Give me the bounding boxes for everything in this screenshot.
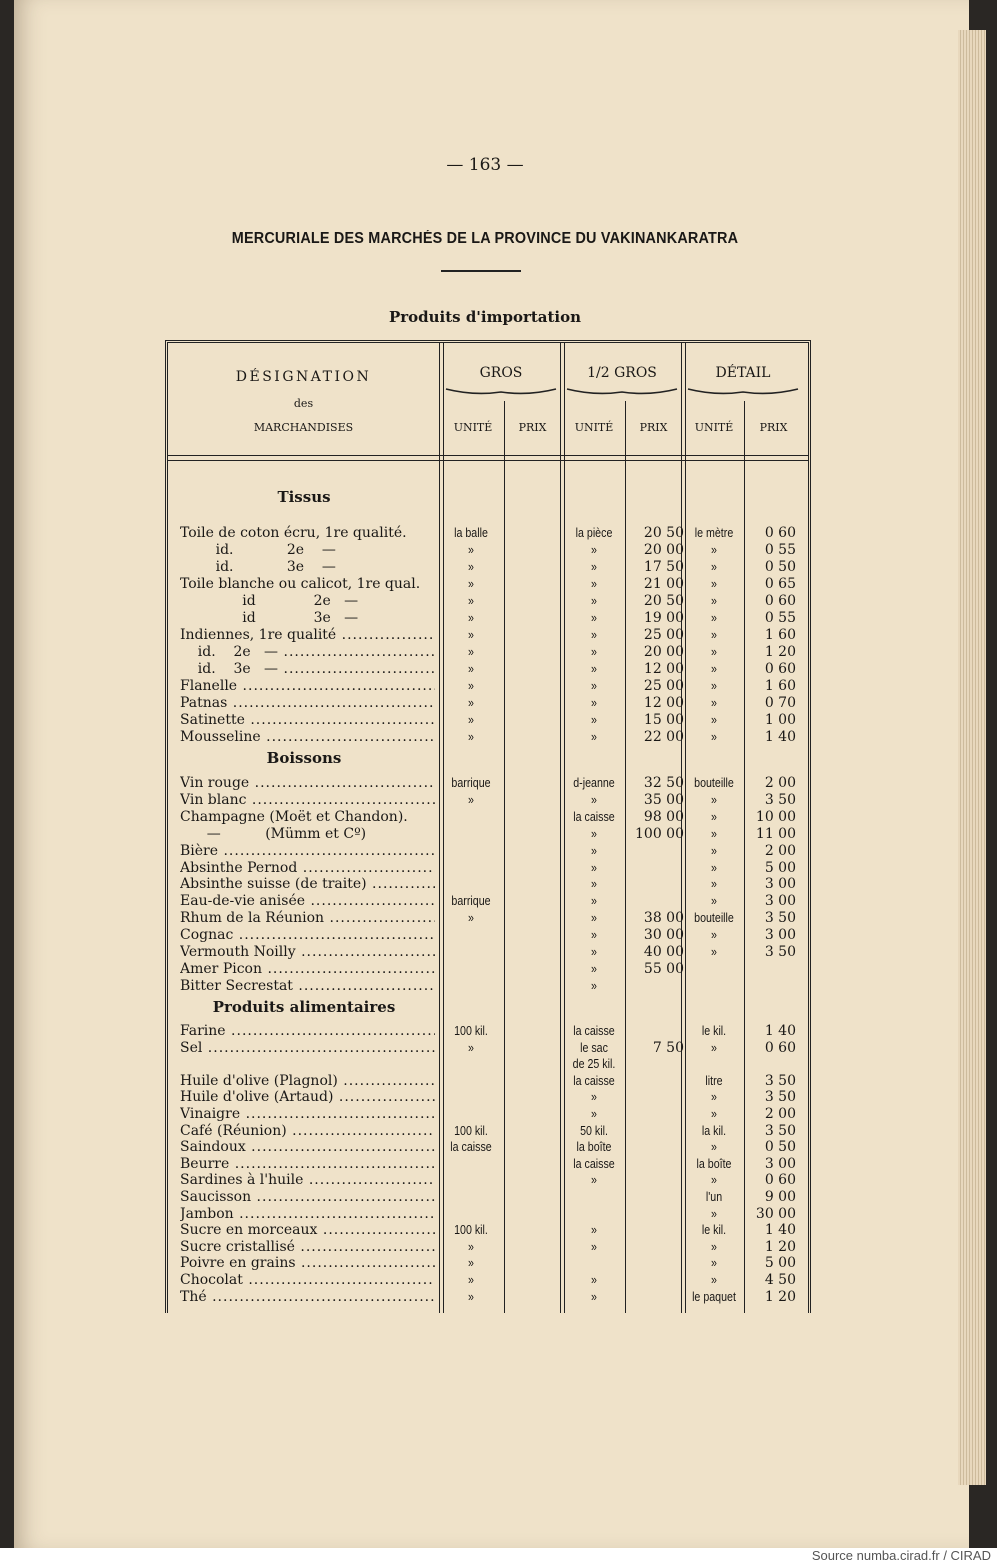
demi-gros-unit: »	[591, 610, 597, 625]
item-name: id 2e —	[180, 593, 359, 609]
brace-demi-gros	[565, 387, 679, 397]
detail-price: 3 00	[764, 927, 796, 944]
item-name: Saindoux .....	[180, 1139, 435, 1155]
detail-price: 0 50	[764, 559, 796, 575]
demi-gros-unit: »	[591, 712, 597, 727]
item-name: id. 2e — .....	[180, 644, 435, 660]
table-row	[168, 1189, 808, 1206]
detail-price: 3 50	[764, 791, 796, 808]
demi-gros-unit: »	[591, 1238, 597, 1254]
gros-unit: »	[468, 576, 474, 591]
item-name: Sucre cristallisé .....	[180, 1239, 435, 1255]
table-row	[168, 826, 808, 843]
detail-unit: »	[711, 1172, 717, 1188]
gros-unit: »	[468, 1255, 474, 1271]
demi-gros-price: 35 00	[643, 791, 684, 808]
item-name: Champagne (Moët et Chandon).	[180, 808, 408, 825]
detail-price: 2 00	[764, 775, 796, 791]
detail-unit: »	[711, 712, 717, 727]
detail-unit: »	[711, 644, 717, 659]
header-detail: DÉTAIL	[715, 365, 771, 381]
item-name: Cognac .....	[180, 927, 435, 943]
gros-unit: »	[468, 661, 474, 676]
table-row	[168, 661, 808, 678]
section-alimentaires: Produits alimentaires	[212, 998, 396, 1016]
demi-gros-unit: »	[591, 729, 597, 744]
section-boissons: Boissons	[266, 749, 342, 767]
section-tissus: Tissus	[277, 488, 331, 506]
detail-unit: »	[711, 927, 717, 943]
table-row	[168, 678, 808, 695]
detail-unit: le kil.	[701, 1023, 727, 1038]
demi-gros-unit: »	[591, 791, 597, 807]
gros-unit: »	[468, 559, 474, 574]
gros-unit: »	[468, 695, 474, 710]
detail-unit: »	[711, 542, 717, 557]
detail-unit: »	[711, 1139, 717, 1155]
item-name: Sardines à l'huile .....	[180, 1172, 435, 1188]
table-row	[168, 644, 808, 661]
detail-price: 0 60	[764, 593, 796, 609]
demi-gros-price: 40 00	[643, 944, 684, 960]
header-prix: PRIX	[518, 421, 547, 434]
detail-unit: la boîte	[696, 1155, 732, 1171]
subtitle: Produits d'importation	[388, 308, 582, 326]
detail-unit: »	[711, 661, 717, 676]
item-name: Saucisson .....	[180, 1189, 435, 1205]
item-name: Poivre en grains .....	[180, 1255, 435, 1271]
table-row	[168, 1089, 808, 1106]
detail-unit: »	[711, 559, 717, 574]
detail-price: 1 40	[764, 1023, 796, 1039]
table-row	[168, 876, 808, 893]
table-row	[168, 729, 808, 746]
demi-gros-price: 30 00	[643, 927, 684, 944]
demi-gros-price: 25 00	[643, 678, 684, 694]
demi-gros-unit: »	[591, 1172, 597, 1188]
brace-detail	[686, 387, 800, 397]
item-name: Sel .....	[180, 1040, 435, 1056]
detail-unit: litre	[705, 1072, 723, 1088]
table-row	[168, 695, 808, 712]
detail-price: 1 20	[764, 644, 796, 660]
item-name: Beurre .....	[180, 1156, 435, 1172]
detail-unit: »	[711, 808, 717, 824]
item-name: Mousseline .....	[180, 729, 435, 745]
gros-unit: »	[468, 791, 474, 807]
demi-gros-price: 21 00	[643, 576, 684, 592]
gros-unit: »	[468, 1238, 474, 1254]
item-name: Flanelle .....	[180, 678, 435, 694]
item-name: Vin blanc .....	[180, 792, 435, 808]
demi-gros-price: 17 50	[643, 559, 684, 575]
demi-gros-unit: »	[591, 859, 597, 875]
demi-gros-unit: de 25 kil.	[572, 1056, 616, 1072]
item-name: Rhum de la Réunion .....	[180, 910, 435, 926]
header-gros: GROS	[479, 365, 523, 381]
detail-unit: bouteille	[694, 775, 734, 790]
item-name: Vermouth Noilly .....	[180, 944, 435, 960]
item-name: Absinthe Pernod .....	[180, 860, 435, 876]
gros-unit: »	[468, 1272, 474, 1287]
item-name: Toile de coton écru, 1re qualité.	[180, 525, 407, 541]
table-row	[168, 1239, 808, 1256]
detail-price: 2 00	[764, 1106, 796, 1122]
table-row	[168, 961, 808, 978]
table-row	[168, 627, 808, 644]
header-demi-gros: 1/2 GROS	[587, 365, 657, 381]
detail-unit: »	[711, 1255, 717, 1271]
demi-gros-unit: d-jeanne	[573, 775, 615, 790]
detail-price: 5 00	[764, 859, 796, 876]
demi-gros-unit: la boîte	[576, 1139, 612, 1155]
demi-gros-unit: »	[591, 576, 597, 591]
detail-unit: »	[711, 893, 717, 909]
detail-price: 3 00	[764, 876, 796, 893]
detail-unit: »	[711, 576, 717, 591]
demi-gros-unit: »	[591, 559, 597, 574]
detail-unit: »	[711, 1089, 717, 1105]
demi-gros-price: 20 50	[643, 593, 684, 609]
table-row	[168, 775, 808, 792]
detail-unit: le paquet	[692, 1288, 736, 1304]
detail-price: 1 60	[764, 678, 796, 694]
demi-gros-price: 12 00	[643, 661, 684, 677]
demi-gros-unit: »	[591, 842, 597, 858]
table-row	[168, 1106, 808, 1123]
gros-unit: 100 kil.	[454, 1222, 488, 1238]
header-prix: PRIX	[639, 421, 668, 434]
gros-unit: »	[468, 729, 474, 744]
demi-gros-price: 20 00	[643, 542, 684, 558]
detail-unit: la kil.	[701, 1122, 727, 1138]
demi-gros-unit: »	[591, 593, 597, 608]
header-des: des	[293, 397, 314, 410]
demi-gros-unit: »	[591, 825, 597, 841]
demi-gros-price: 7 50	[652, 1039, 684, 1056]
demi-gros-unit: le sac	[580, 1039, 608, 1055]
gros-unit: »	[468, 542, 474, 557]
gros-unit: »	[468, 627, 474, 642]
gros-unit: »	[468, 644, 474, 659]
demi-gros-price: 55 00	[643, 960, 684, 977]
gros-unit: la caisse	[450, 1139, 492, 1155]
page-title: MERCURIALE DES MARCHÉS DE LA PROVINCE DU VAKINANKARATRA	[231, 230, 739, 247]
price-table	[165, 340, 811, 1313]
demi-gros-unit: »	[591, 944, 597, 959]
detail-price: 3 00	[764, 893, 796, 910]
table-row	[168, 1255, 808, 1272]
detail-price: 3 50	[764, 1089, 796, 1106]
demi-gros-unit: »	[591, 695, 597, 710]
detail-price: 3 50	[764, 944, 796, 960]
table-row	[168, 893, 808, 910]
detail-price: 1 00	[764, 712, 796, 728]
gros-unit: barrique	[451, 775, 491, 790]
detail-unit: le kil.	[701, 1222, 727, 1238]
table-row	[168, 593, 808, 610]
demi-gros-unit: »	[591, 1222, 597, 1238]
page-number: — 163 —	[446, 155, 524, 175]
table-row	[168, 525, 808, 542]
item-name: id. 3e — .....	[180, 661, 435, 677]
source-credit: Source numba.cirad.fr / CIRAD	[811, 1548, 991, 1563]
demi-gros-unit: la caisse	[573, 1155, 615, 1171]
item-name: Absinthe suisse (de traite) .....	[180, 876, 435, 892]
item-name: Vin rouge .....	[180, 775, 435, 791]
header-designation: DÉSIGNATION	[235, 369, 372, 385]
gros-unit: la balle	[454, 525, 488, 540]
detail-unit: »	[711, 1106, 717, 1121]
detail-price: 0 60	[764, 525, 796, 541]
detail-unit: »	[711, 876, 717, 892]
detail-unit: »	[711, 944, 717, 959]
table-row	[168, 1139, 808, 1156]
demi-gros-unit: 50 kil.	[580, 1122, 608, 1138]
table-row	[168, 1073, 808, 1090]
item-name: Jambon .....	[180, 1206, 435, 1222]
table-row	[168, 910, 808, 927]
gros-unit: »	[468, 712, 474, 727]
item-name: — (Mümm et Cº)	[180, 825, 367, 842]
demi-gros-price: 25 00	[643, 627, 684, 643]
demi-gros-unit: »	[591, 661, 597, 676]
table-row	[168, 1172, 808, 1189]
header-marchandises: MARCHANDISES	[253, 421, 354, 434]
demi-gros-unit: la caisse	[573, 1023, 615, 1038]
header-unite: UNITÉ	[574, 421, 614, 434]
detail-price: 3 50	[764, 1122, 796, 1139]
gros-unit: »	[468, 610, 474, 625]
detail-price: 4 50	[764, 1272, 796, 1288]
detail-price: 0 50	[764, 1139, 796, 1156]
table-row	[168, 944, 808, 961]
table-row	[168, 712, 808, 729]
table-row	[168, 978, 808, 995]
demi-gros-unit: »	[591, 960, 597, 976]
demi-gros-unit: la pièce	[575, 525, 613, 540]
gros-unit: barrique	[451, 893, 491, 909]
title-rule	[441, 270, 521, 272]
detail-unit: »	[711, 1039, 717, 1055]
detail-unit: »	[711, 729, 717, 744]
item-name: Toile blanche ou calicot, 1re qual.	[180, 576, 421, 592]
detail-price: 1 40	[764, 1222, 796, 1239]
detail-price: 10 00	[755, 808, 796, 825]
item-name: Bitter Secrestat .....	[180, 978, 435, 994]
gros-unit: »	[468, 593, 474, 608]
detail-unit: le mètre	[694, 525, 734, 540]
item-name: Indiennes, 1re qualité .....	[180, 627, 435, 643]
demi-gros-unit: »	[591, 542, 597, 557]
demi-gros-price: 22 00	[643, 729, 684, 745]
table-row	[168, 1206, 808, 1223]
table-row	[168, 792, 808, 809]
item-name: Patnas .....	[180, 695, 435, 711]
detail-price: 30 00	[755, 1205, 796, 1222]
table-row	[168, 860, 808, 877]
item-name: Satinette .....	[180, 712, 435, 728]
gros-unit: 100 kil.	[454, 1023, 488, 1038]
demi-gros-unit: »	[591, 977, 597, 993]
demi-gros-unit: »	[591, 893, 597, 909]
item-name: Chocolat .....	[180, 1272, 435, 1288]
item-name: Café (Réunion) .....	[180, 1123, 435, 1139]
table-row	[168, 809, 808, 826]
detail-price: 1 20	[764, 1238, 796, 1255]
demi-gros-unit: »	[591, 876, 597, 892]
item-name: Sucre en morceaux .....	[180, 1222, 435, 1238]
header-rule	[168, 455, 808, 461]
item-name: Eau-de-vie anisée .....	[180, 893, 435, 909]
table-row	[168, 1289, 808, 1306]
gros-unit: »	[468, 1288, 474, 1304]
demi-gros-unit: »	[591, 1106, 597, 1121]
item-name: id. 3e —	[180, 559, 336, 575]
demi-gros-price: 20 50	[643, 525, 684, 541]
demi-gros-unit: »	[591, 627, 597, 642]
table-row	[168, 1023, 808, 1040]
item-name: Amer Picon .....	[180, 961, 435, 977]
demi-gros-price: 32 50	[643, 775, 684, 791]
demi-gros-unit: »	[591, 1272, 597, 1287]
gros-unit: »	[468, 678, 474, 693]
detail-unit: »	[711, 678, 717, 693]
gros-unit: 100 kil.	[454, 1122, 488, 1138]
table-row	[168, 843, 808, 860]
demi-gros-unit: »	[591, 644, 597, 659]
item-name: Huile d'olive (Artaud) .....	[180, 1089, 435, 1105]
detail-unit: »	[711, 1272, 717, 1287]
detail-price: 0 70	[764, 695, 796, 711]
header-prix: PRIX	[759, 421, 788, 434]
table-row	[168, 927, 808, 944]
detail-price: 3 50	[764, 910, 796, 927]
demi-gros-unit: la caisse	[573, 1072, 615, 1088]
demi-gros-price: 38 00	[643, 910, 684, 927]
demi-gros-unit: »	[591, 910, 597, 926]
detail-price: 5 00	[764, 1255, 796, 1272]
detail-price: 2 00	[764, 842, 796, 859]
demi-gros-price: 19 00	[643, 610, 684, 626]
detail-price: 0 60	[764, 1172, 796, 1189]
detail-unit: »	[711, 610, 717, 625]
detail-unit: »	[711, 859, 717, 875]
header-unite: UNITÉ	[694, 421, 734, 434]
item-name: id 3e —	[180, 610, 359, 626]
detail-price: 0 55	[764, 610, 796, 626]
detail-unit: »	[711, 825, 717, 841]
demi-gros-unit: la caisse	[573, 808, 615, 824]
demi-gros-unit: »	[591, 678, 597, 693]
item-name: Farine .....	[180, 1023, 435, 1039]
detail-unit: »	[711, 1205, 717, 1221]
detail-price: 1 60	[764, 627, 796, 643]
detail-unit: »	[711, 1238, 717, 1254]
detail-price: 0 60	[764, 1039, 796, 1056]
table-row	[168, 1040, 808, 1057]
gros-unit: »	[468, 910, 474, 926]
item-name: Vinaigre .....	[180, 1106, 435, 1122]
table-row	[168, 1156, 808, 1173]
header-unite: UNITÉ	[453, 421, 493, 434]
demi-gros-unit: »	[591, 1288, 597, 1304]
gros-unit: »	[468, 1039, 474, 1055]
detail-price: 9 00	[764, 1189, 796, 1205]
demi-gros-unit: »	[591, 1089, 597, 1105]
item-name: id. 2e —	[180, 542, 336, 558]
table-row	[168, 610, 808, 627]
demi-gros-unit: »	[591, 927, 597, 943]
demi-gros-price: 15 00	[643, 712, 684, 728]
table-row	[168, 559, 808, 576]
item-name: Bière .....	[180, 843, 435, 859]
detail-price: 1 40	[764, 729, 796, 745]
page-edges	[958, 30, 986, 1485]
brace-gros	[444, 387, 558, 397]
detail-price: 0 60	[764, 661, 796, 677]
detail-price: 1 20	[764, 1288, 796, 1305]
detail-unit: »	[711, 627, 717, 642]
table-row	[168, 1123, 808, 1140]
detail-unit: »	[711, 791, 717, 807]
detail-unit: »	[711, 695, 717, 710]
detail-price: 3 50	[764, 1072, 796, 1089]
demi-gros-price: 12 00	[643, 695, 684, 711]
detail-unit: l'un	[705, 1189, 723, 1204]
detail-price: 3 00	[764, 1155, 796, 1172]
demi-gros-price: 98 00	[643, 808, 684, 825]
table-row	[168, 1222, 808, 1239]
table-row	[168, 1056, 808, 1073]
item-name: Huile d'olive (Plagnol) .....	[180, 1073, 435, 1089]
detail-price: 11 00	[755, 825, 796, 842]
item-name: Thé .....	[180, 1289, 435, 1305]
detail-price: 0 65	[764, 576, 796, 592]
table-row	[168, 576, 808, 593]
detail-unit: bouteille	[694, 910, 734, 926]
detail-price: 0 55	[764, 542, 796, 558]
table-row	[168, 542, 808, 559]
demi-gros-price: 20 00	[643, 644, 684, 660]
table-row	[168, 1272, 808, 1289]
detail-unit: »	[711, 593, 717, 608]
detail-unit: »	[711, 842, 717, 858]
demi-gros-price: 100 00	[635, 825, 684, 842]
